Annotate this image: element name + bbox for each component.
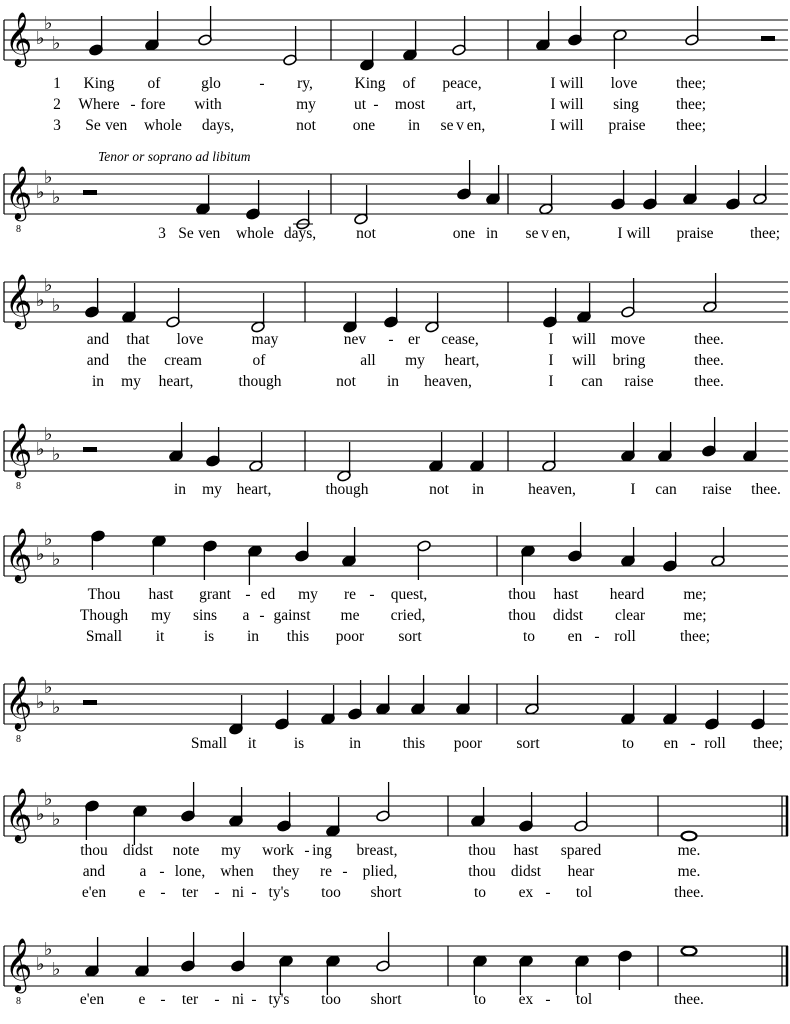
lyric-syllable: to	[621, 735, 635, 752]
lyric-syllable: fore	[140, 96, 166, 113]
lyric-syllable: too	[321, 991, 341, 1008]
lyric-syllable: lone,	[174, 863, 206, 880]
lyric-syllable: ing	[312, 842, 332, 859]
lyric-syllable: thee;	[679, 628, 711, 645]
lyric-syllable: my	[202, 481, 222, 498]
staff-system	[4, 165, 788, 235]
lyric-syllable: heaven,	[528, 481, 576, 498]
lyric-syllable: en	[663, 735, 679, 752]
lyric-syllable: -	[594, 628, 600, 645]
lyric-syllable: thee;	[749, 225, 781, 242]
lyric-syllable: heaven,	[424, 373, 472, 390]
lyric-syllable: heart,	[236, 481, 272, 498]
lyric-syllable: sing	[613, 96, 639, 113]
lyric-syllable: love	[176, 331, 204, 348]
lyric-syllable: too	[321, 884, 341, 901]
lyric-syllable: my	[221, 842, 241, 859]
flat-sign-icon: ♭	[52, 959, 61, 980]
lyric-syllable: ter	[181, 884, 199, 901]
lyric-syllable: -	[545, 884, 551, 901]
lyric-syllable: thou	[468, 842, 496, 859]
lyric-syllable: in	[386, 373, 400, 390]
lyric-syllable: this	[286, 628, 310, 645]
lyric-syllable: -	[245, 586, 251, 603]
flat-sign-icon: ♭	[36, 954, 45, 975]
lyric-syllable: ter	[181, 991, 199, 1008]
lyric-syllable: nev	[343, 331, 367, 348]
lyric-syllable: of	[252, 352, 266, 369]
lyric-syllable: -	[214, 884, 220, 901]
flat-sign-icon: ♭	[36, 692, 45, 713]
flat-sign-icon: ♭	[36, 439, 45, 460]
flat-sign-icon: ♭	[36, 804, 45, 825]
flat-sign-icon: ♭	[52, 697, 61, 718]
octave-eight-mark: 8	[16, 224, 21, 235]
lyric-syllable: and	[86, 331, 110, 348]
lyric-syllable: Se	[85, 117, 101, 134]
flat-sign-icon: ♭	[44, 939, 53, 960]
lyric-syllable: 2	[53, 96, 61, 113]
lyric-syllable: poor	[335, 628, 365, 645]
lyric-syllable: ex	[518, 991, 534, 1008]
lyric-syllable: -	[373, 96, 379, 113]
lyric-syllable: I will	[550, 96, 584, 113]
lyric-syllable: I	[548, 331, 554, 348]
lyric-syllable: thee.	[694, 331, 724, 348]
lyric-syllable: whole	[236, 225, 274, 242]
lyric-syllable: er	[407, 331, 421, 348]
lyric-syllable: grant	[199, 586, 231, 603]
lyric-syllable: move	[610, 331, 646, 348]
lyric-syllable: thee;	[752, 735, 784, 752]
lyric-syllable: I will	[617, 225, 651, 242]
lyric-syllable: ut	[353, 96, 367, 113]
lyric-syllable: bring	[612, 352, 646, 369]
lyric-syllable: days,	[201, 117, 235, 134]
lyric-syllable: e	[138, 884, 146, 901]
lyric-syllable: quest,	[390, 586, 428, 603]
lyric-syllable: me.	[677, 863, 701, 880]
lyric-syllable: v	[198, 225, 206, 242]
lyric-syllable: e'en	[79, 991, 105, 1008]
octave-eight-mark: 8	[16, 481, 21, 492]
lyric-syllable: and	[82, 863, 106, 880]
lyric-syllable: a	[139, 863, 147, 880]
lyric-syllable: -	[545, 991, 551, 1008]
lyric-syllable: to	[522, 628, 536, 645]
lyric-syllable: hear	[567, 863, 595, 880]
flat-sign-icon: ♭	[52, 809, 61, 830]
lyric-syllable: -	[369, 586, 375, 603]
lyric-syllable: breast,	[356, 842, 398, 859]
lyric-syllable: me;	[683, 607, 707, 624]
lyric-syllable: love	[610, 75, 638, 92]
lyric-syllable: praise	[608, 117, 646, 134]
flat-sign-icon: ♭	[44, 167, 53, 188]
lyric-syllable: thee.	[694, 352, 724, 369]
lyric-syllable: ty's	[268, 991, 290, 1008]
lyric-syllable: my	[296, 96, 316, 113]
lyric-syllable: may	[251, 331, 279, 348]
lyric-syllable: e'en	[81, 884, 107, 901]
lyric-syllable: hast	[513, 842, 539, 859]
lyric-syllable: one	[452, 225, 476, 242]
lyric-syllable: heart,	[158, 373, 194, 390]
lyric-syllable: Small	[190, 735, 228, 752]
note-group	[83, 160, 767, 230]
lyric-syllable: when	[220, 863, 254, 880]
flat-sign-icon: ♭	[52, 187, 61, 208]
lyric-syllable: -	[304, 842, 310, 859]
lyric-syllable: work	[262, 842, 294, 859]
lyric-syllable: en	[567, 628, 583, 645]
lyric-syllable: a	[242, 607, 250, 624]
lyric-syllable: en,	[466, 117, 486, 134]
treble-clef-icon: 𝄞	[5, 165, 33, 219]
treble-clef-icon: 𝄞	[5, 937, 33, 991]
lyric-syllable: tol	[575, 991, 593, 1008]
half-rest	[83, 447, 97, 452]
lyric-syllable: roll	[614, 628, 636, 645]
lyric-syllable: not	[356, 225, 376, 242]
lyric-syllable: thou	[468, 863, 496, 880]
flat-sign-icon: ♭	[44, 677, 53, 698]
lyric-syllable: cease,	[441, 331, 479, 348]
lyric-syllable: ni	[231, 884, 245, 901]
lyric-syllable: I will	[550, 117, 584, 134]
lyric-syllable: thou	[508, 586, 536, 603]
lyric-syllable: in	[348, 735, 362, 752]
lyric-syllable: sins	[192, 607, 218, 624]
lyric-syllable: is	[293, 735, 305, 752]
lyric-syllable: it	[155, 628, 165, 645]
flat-sign-icon: ♭	[44, 424, 53, 445]
flat-sign-icon: ♭	[52, 549, 61, 570]
lyric-syllable: cream	[164, 352, 202, 369]
whole-note	[682, 947, 697, 956]
lyric-syllable: I	[548, 373, 554, 390]
lyric-syllable: 3	[53, 117, 61, 134]
lyric-syllable: -	[160, 884, 166, 901]
lyric-syllable: me.	[677, 842, 701, 859]
lyric-syllable: is	[203, 628, 215, 645]
lyric-syllable: thou	[80, 842, 108, 859]
lyric-syllable: not	[336, 373, 356, 390]
half-rest	[83, 190, 97, 195]
flat-sign-icon: ♭	[44, 529, 53, 550]
lyric-syllable: will	[571, 352, 597, 369]
lyric-syllable: to	[473, 991, 487, 1008]
flat-sign-icon: ♭	[52, 295, 61, 316]
half-rest	[761, 36, 775, 41]
lyric-syllable: v	[456, 117, 464, 134]
lyric-syllable: in	[173, 481, 187, 498]
lyric-syllable: my	[298, 586, 318, 603]
lyric-syllable: heard	[609, 586, 645, 603]
lyric-syllable: my	[405, 352, 425, 369]
lyric-syllable: didst	[510, 863, 542, 880]
octave-eight-mark: 8	[16, 734, 21, 745]
lyric-syllable: -	[388, 331, 394, 348]
lyric-syllable: tol	[575, 884, 593, 901]
lyric-syllable: the	[127, 352, 147, 369]
lyric-syllable: raise	[624, 373, 654, 390]
lyric-syllable: in	[471, 481, 485, 498]
lyric-syllable: en	[205, 225, 221, 242]
lyric-syllable: thou	[508, 607, 536, 624]
lyric-syllable: and	[86, 352, 110, 369]
lyric-syllable: of	[402, 75, 416, 92]
lyric-syllable: -	[159, 863, 165, 880]
lyric-syllable: my	[151, 607, 171, 624]
lyric-syllable: not	[429, 481, 449, 498]
lyric-syllable: -	[130, 96, 136, 113]
lyric-syllable: v	[105, 117, 113, 134]
lyric-syllable: though	[238, 373, 282, 390]
lyric-syllable: -	[259, 607, 265, 624]
flat-sign-icon: ♭	[44, 275, 53, 296]
lyric-syllable: this	[402, 735, 426, 752]
lyric-syllable: in	[246, 628, 260, 645]
staff-system	[4, 787, 788, 843]
half-rest	[83, 700, 97, 705]
lyric-syllable: thee;	[675, 96, 707, 113]
lyric-syllable: all	[360, 352, 376, 369]
lyric-syllable: raise	[702, 481, 732, 498]
lyric-syllable: Small	[85, 628, 123, 645]
treble-clef-icon: 𝄞	[5, 11, 33, 65]
lyric-syllable: -	[251, 884, 257, 901]
lyric-syllable: short	[370, 991, 402, 1008]
lyric-syllable: 1	[53, 75, 61, 92]
lyric-syllable: thee.	[674, 884, 704, 901]
lyric-syllable: will	[571, 331, 597, 348]
lyric-syllable: heart,	[444, 352, 480, 369]
lyric-syllable: plied,	[362, 863, 398, 880]
lyric-syllable: e	[138, 991, 146, 1008]
lyric-syllable: thee;	[675, 75, 707, 92]
lyric-syllable: Thou	[87, 586, 121, 603]
lyric-syllable: en,	[551, 225, 571, 242]
lyric-syllable: can	[581, 373, 603, 390]
lyric-syllable: I	[548, 352, 554, 369]
lyric-syllable: with	[194, 96, 222, 113]
lyric-syllable: poor	[453, 735, 483, 752]
lyric-syllable: didst	[122, 842, 154, 859]
lyric-syllable: en	[112, 117, 128, 134]
lyric-syllable: ry,	[297, 75, 313, 92]
lyric-syllable: -	[251, 991, 257, 1008]
lyric-syllable: sort	[398, 628, 422, 645]
lyric-syllable: ty's	[268, 884, 290, 901]
lyric-syllable: not	[296, 117, 316, 134]
whole-note	[682, 832, 697, 841]
lyric-syllable: it	[247, 735, 257, 752]
lyric-syllable: most	[394, 96, 426, 113]
lyric-syllable: I	[630, 481, 636, 498]
lyric-syllable: days,	[283, 225, 317, 242]
flat-sign-icon: ♭	[36, 28, 45, 49]
lyric-syllable: me	[340, 607, 360, 624]
lyric-syllable: thee.	[694, 373, 724, 390]
lyric-syllable: -	[214, 991, 220, 1008]
lyric-syllable: roll	[704, 735, 726, 752]
lyric-syllable: sort	[516, 735, 540, 752]
flat-sign-icon: ♭	[44, 13, 53, 34]
lyric-syllable: short	[370, 884, 402, 901]
lyric-syllable: whole	[144, 117, 182, 134]
flat-sign-icon: ♭	[44, 789, 53, 810]
lyric-syllable: to	[473, 884, 487, 901]
treble-clef-icon: 𝄞	[5, 787, 33, 841]
treble-clef-icon: 𝄞	[5, 527, 33, 581]
flat-sign-icon: ♭	[36, 182, 45, 203]
lyric-syllable: ex	[518, 884, 534, 901]
lyric-syllable: King	[83, 75, 115, 92]
flat-sign-icon: ♭	[36, 290, 45, 311]
lyric-syllable: ni	[231, 991, 245, 1008]
flat-sign-icon: ♭	[52, 444, 61, 465]
lyric-syllable: King	[354, 75, 386, 92]
flat-sign-icon: ♭	[52, 33, 61, 54]
lyric-syllable: that	[126, 331, 150, 348]
staff-system	[4, 527, 788, 583]
lyric-syllable: one	[352, 117, 376, 134]
note-group	[89, 6, 775, 71]
lyric-syllable: -	[690, 735, 696, 752]
lyric-syllable: I will	[550, 75, 584, 92]
lyric-syllable: 3	[158, 225, 166, 242]
lyric-syllable: -	[342, 863, 348, 880]
lyric-syllable: spared	[560, 842, 602, 859]
lyric-syllable: my	[121, 373, 141, 390]
lyric-syllable: -	[160, 991, 166, 1008]
lyric-syllable: re	[343, 586, 357, 603]
lyric-syllable: thee.	[751, 481, 781, 498]
lyric-syllable: Se	[178, 225, 194, 242]
lyric-syllable: se	[440, 117, 454, 134]
lyric-syllable: thee.	[674, 991, 704, 1008]
treble-clef-icon: 𝄞	[5, 422, 33, 476]
lyric-syllable: note	[172, 842, 200, 859]
lyric-syllable: ed	[260, 586, 276, 603]
lyric-syllable: praise	[676, 225, 714, 242]
lyric-syllable: Though	[79, 607, 129, 624]
lyric-syllable: Where	[78, 96, 120, 113]
lyric-syllable: cried,	[390, 607, 426, 624]
lyric-syllable: didst	[552, 607, 584, 624]
treble-clef-icon: 𝄞	[5, 273, 33, 327]
lyric-syllable: peace,	[442, 75, 482, 92]
lyric-syllable: glo	[201, 75, 221, 92]
lyric-syllable: v	[541, 225, 549, 242]
lyric-syllable: in	[91, 373, 105, 390]
octave-eight-mark: 8	[16, 996, 21, 1007]
lyric-syllable: in	[407, 117, 421, 134]
staff-system	[4, 11, 788, 67]
lyric-syllable: in	[485, 225, 499, 242]
lyric-syllable: se	[525, 225, 539, 242]
lyric-syllable: though	[325, 481, 369, 498]
lyric-syllable: hast	[148, 586, 174, 603]
lyric-syllable: they	[272, 863, 300, 880]
lyric-syllable: me;	[683, 586, 707, 603]
lyric-syllable: thee;	[675, 117, 707, 134]
lyric-syllable: clear	[614, 607, 646, 624]
note-group	[83, 417, 757, 482]
lyric-syllable: art,	[455, 96, 477, 113]
lyric-syllable: re	[319, 863, 333, 880]
lyric-syllable: can	[655, 481, 677, 498]
lyric-syllable: -	[259, 75, 265, 92]
flat-sign-icon: ♭	[36, 544, 45, 565]
performance-direction: Tenor or soprano ad libitum	[98, 149, 251, 164]
lyric-syllable: gainst	[273, 607, 311, 624]
treble-clef-icon: 𝄞	[5, 675, 33, 729]
lyric-syllable: of	[147, 75, 161, 92]
lyric-syllable: hast	[553, 586, 579, 603]
